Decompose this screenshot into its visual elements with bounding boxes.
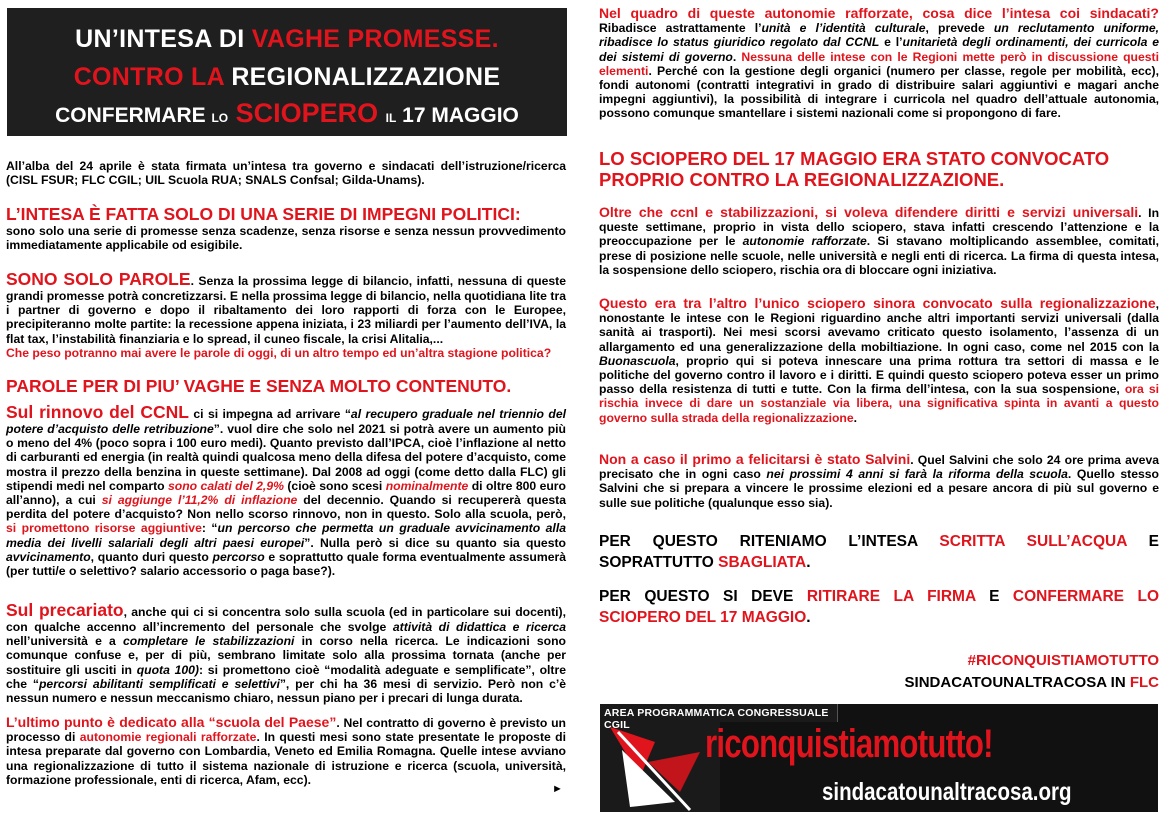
heading-parole: SONO SOLO PAROLE	[6, 269, 191, 289]
logo-banner	[600, 704, 1158, 812]
logo-website: sindacatounaltracosa.org	[822, 778, 1072, 806]
question-parole: Che peso potranno mai avere le parole di oggi, di un altro tempo ed un’altra stagione politica?	[6, 345, 552, 360]
heading-ccnl: Sul rinnovo del CCNL	[6, 402, 189, 422]
title-banner	[7, 8, 567, 136]
heading-salvini: Non a caso il primo a felicitarsi è stato Salvini	[599, 451, 911, 467]
heading-diritti: Oltre che ccnl e stabilizzazioni, si voleva difendere diritti e servizi universali	[599, 204, 1139, 220]
heading-precariato: Sul precariato	[6, 600, 124, 620]
logo-header: AREA PROGRAMMATICA CONGRESSUALE CGIL	[600, 704, 838, 722]
heading-sciopero: LO SCIOPERO DEL 17 MAGGIO ERA STATO CONVOCATO PROPRIO CONTRO LA REGIONALIZZAZIONE.	[599, 148, 1110, 190]
hashtag: #RICONQUISTIAMOTUTTO	[967, 652, 1159, 669]
banner-line-3: CONFERMARE LO SCIOPERO IL 17 MAGGIO	[55, 98, 519, 128]
section-intesa	[6, 205, 566, 252]
heading-vaghe: PAROLE PER DI PIU’ VAGHE E SENZA MOLTO CONTENUTO.	[6, 376, 512, 396]
banner-line-2: CONTRO LA REGIONALIZZAZIONE	[73, 63, 501, 91]
section-parole: SONO SOLO PAROLE. Senza la prossima legge di bilancio, infatti, nessuna di queste grandi promesse potrà concretizzarsi. E nella prossima legge di bilancio, nella quotidiana lite tra i partner di governo e dopo il ribaltamento dei loro rapporti di forza con le Europee, precipiteranno molte partite: la recessione appena iniziata, i 23 miliardi per l’aumento dell’IVA, la flat tax, l’instabilità finanziaria e lo spread, il cuneo fiscale, la crisi Alitalia,... Che peso potranno mai avere le parole di oggi, di un altro tempo ed un’altra stagione politica?	[6, 269, 567, 360]
section-precariato: Sul precariato, anche qui ci si concentra solo sulla scuola (ed in particolare sui docenti), con qualche accenno all’incremento del personale che svolge attività di didattica e ricerca nell’università e a completare le stabilizzazioni in corso nella ricerca. Le indicazioni sono comunque confuse e, per di più, sembrano limitate solo alla prossima tornata (anche per sostituire gli usciti in quota 100): si promettono cioè “modalità adeguate e semplificate”, oltre che “percorsi abilitanti semplificati e selettivi”, per chi ha 36 mesi di servizio. Però non c’è nessun numero e nessun meccanismo chiaro, nessun piano per i precari di lunga durata.	[6, 600, 567, 706]
continue-arrow-icon: ►	[552, 783, 563, 795]
conclusion-1: PER QUESTO RITENIAMO L’INTESA SCRITTA SULL’ACQUA E SOPRATTUTTO SBAGLIATA.	[599, 533, 1159, 571]
section-scuola: L’ultimo punto è dedicato alla “scuola del Paese”. Nel contratto di governo è previsto un processo di autonomie regionali rafforzate. In questi mesi sono state presentate le proposte di intesa preparate dal governo con Lombardia, Veneto ed Emilia Romagna. Quelle intese avviano una regionalizzazione di tutto il sistema nazionale di istruzione e ricerca (scuola, università, formazione professionale, enti di ricerca, Afam, ecc).	[6, 714, 566, 787]
paragraph-intesa: sono solo una serie di promesse senza scadenze, senza risorse e senza nessun provvedimento immediatamente applicabile od esigibile.	[6, 224, 566, 253]
logo-slogan: riconquistiamotutto!	[705, 722, 993, 766]
section-diritti: Oltre che ccnl e stabilizzazioni, si voleva difendere diritti e servizi universali. In queste settimane, proprio in vista dello sciopero, stava infatti crescendo l’attenzione e la preoccupazione per le autonomie rafforzate. Si stavano moltiplicando assemblee, comitati, prese di posizione nelle scuole, nelle università e negli enti di ricerca. La firma di questa intesa, la sospensione dello sciopero, rischia ora di bloccare ogni iniziativa.	[599, 204, 1160, 277]
heading-scuola: L’ultimo punto è dedicato alla “scuola del Paese”	[6, 714, 337, 730]
conclusion-2: PER QUESTO SI DEVE RITIRARE LA FIRMA E CONFERMARE LO SCIOPERO DEL 17 MAGGIO.	[599, 588, 1159, 626]
intro-paragraph: All’alba del 24 aprile è stata firmata un’intesa tra governo e sindacati dell’istruzione/ricerca (CISL FSUR; FLC CGIL; UIL Scuola RUA; SNALS Confsal; Gilda-Unams).	[6, 159, 566, 188]
signature	[599, 650, 1159, 694]
banner-line-1: UN’INTESA DI VAGHE PROMESSE.	[75, 25, 499, 53]
section-salvini: Non a caso il primo a felicitarsi è stato Salvini. Quel Salvini che solo 24 ore prima aveva precisato che in ogni caso nei prossimi 4 anni si farà la riforma della scuola. Quello stesso Salvini che si prepara a vincere le prossime elezioni ed a pesare ancora di più sul governo e sulle sue politiche (qualunque esso sia).	[599, 451, 1159, 510]
flag-logo-icon	[600, 722, 720, 812]
section-unico: Questo era tra l’altro l’unico sciopero sinora convocato sulla regionalizzazione, nonostante le intese con le Regioni riguardino anche altri importanti servizi universali (dalla sanità ai trasporti). Nei mesi scorsi avevamo criticato questo isolamento, l’assenza di un allargamento ed una generalizzazione della mobiltiazione. In ogni caso, come nel 2015 con la Buonascuola, proprio qui si poteva innescare una prima rottura tra settori di massa e le politiche del governo contro il lavoro e i diritti. E quindi questo sciopero poteva esser un primo passo della resistenza di tutti e tutte. Con la firma dell’intesa, con la sua sospensione, ora si rischia invece di dare un sostanziale via libera, una significativa spinta in avanti a questo governo sulla strada della regionalizzazione.	[599, 295, 1159, 425]
section-sindacati: Nel quadro di queste autonomie rafforzate, cosa dice l’intesa coi sindacati? Ribadisce astrattamente l’unità e l’identità culturale, prevede un reclutamento uniforme, ribadisce lo status giuridico regolato dal CCNL e l’unitarietà degli ordinamenti, dei curricola e dei sistemi di governo. Nessuna delle intese con le Regioni mette però in discussione questi elementi. Perché con la gestione degli organici (numero per classe, regole per mobilità, ecc), fondi autonomi (contratti integrativi in grado di distribuire salari aggiuntivi e magari anche impegni aggiuntivi), la possibilità di integrare i curricola nel quadro dell’attuale autonomia, possono comunque smantellare i sistemi nazionali come si propongono di fare.	[599, 5, 1160, 121]
signature-line: SINDACATOUNALTRACOSA IN FLC	[904, 674, 1159, 691]
heading-sindacati: Nel quadro di queste autonomie rafforzate, cosa dice l’intesa coi sindacati?	[599, 5, 1159, 21]
heading-intesa: L’INTESA È FATTA SOLO DI UNA SERIE DI IMPEGNI POLITICI:	[6, 204, 521, 224]
heading-unico: Questo era tra l’altro l’unico sciopero sinora convocato sulla regionalizzazione	[599, 295, 1156, 311]
section-ccnl: Sul rinnovo del CCNL ci si impegna ad arrivare “al recupero graduale nel triennio del potere d’acquisto delle retribuzione”. vuol dire che solo nel 2021 si potrà avere un aumento più o meno del 4% (poco sopra i 100 euro medi). Quanto previsto dall’IPCA, cioè l’inflazione al netto di carburanti ed energia (in realtà quindi qualcosa meno della difesa del potere d’acquisto, come mostra il prezzo della benzina in queste settimane). Dal 2008 ad oggi (come detto dalla FLC) gli stipendi medi nel comparto sono calati del 2,9% (cioè sono scesi nominalmente di oltre 800 euro all’anno), a cui si aggiunge l’11,2% di inflazione del decennio. Quando si recupererà questa perdita del potere d’acquisto? Non nello scorso rinnovo, non in questo. Solo alla scuola, però, si promettono risorse aggiuntive: “un percorso che permetta un graduale avvicinamento alla media dei livelli salariali degli altri paesi europei”. Nulla però si dice su quanto sia questo avvicinamento, quanto duri questo percorso e soprattutto quale forma eventualmente assumerà (per tutti/e o selettivo? salario accessorio o paga base?).	[6, 402, 567, 579]
